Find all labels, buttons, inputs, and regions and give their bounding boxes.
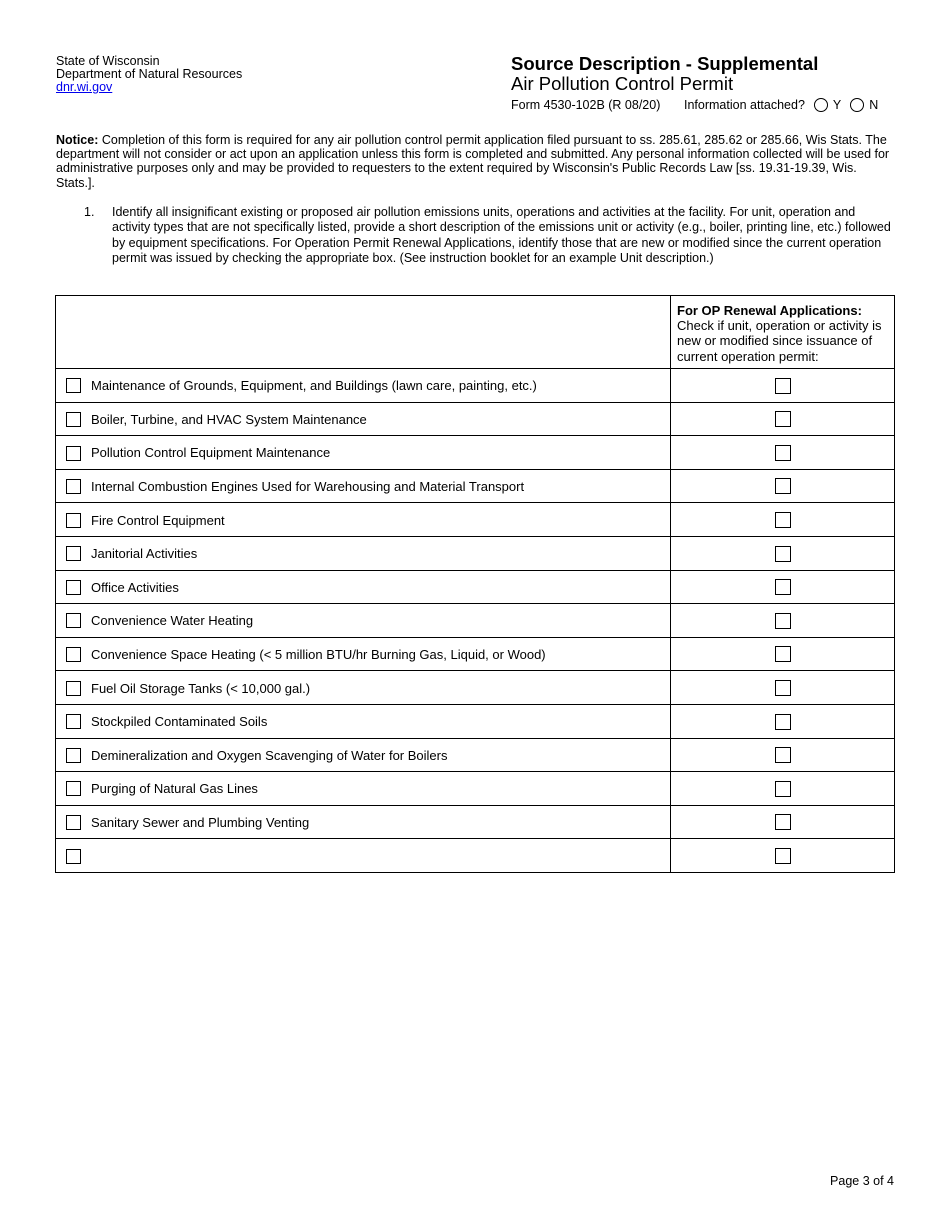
unit-cell [56,637,671,671]
new-or-modified-checkbox[interactable] [775,646,791,662]
unit-cell [56,839,671,873]
unit-cell [56,671,671,705]
instruction-item [84,205,896,266]
table-row [56,503,895,537]
table-row [56,604,895,638]
unit-label: Boiler, Turbine, and HVAC System Maintenance [91,411,367,427]
form-subtitle: Air Pollution Control Permit [511,73,734,94]
unit-checkbox[interactable] [66,714,81,729]
unit-cell [56,503,671,537]
unit-cell [56,436,671,470]
unit-label: Fire Control Equipment [91,512,225,528]
unit-checkbox[interactable] [66,479,81,494]
new-or-modified-checkbox[interactable] [775,411,791,427]
new-or-modified-checkbox[interactable] [775,613,791,629]
new-or-modified-checkbox[interactable] [775,781,791,797]
notice-paragraph [56,133,896,190]
table-row [56,369,895,403]
state-name: State of Wisconsin [56,54,160,68]
renewal-cell [671,671,895,705]
unit-cell [56,772,671,806]
new-or-modified-checkbox[interactable] [775,378,791,394]
unit-checkbox[interactable] [66,781,81,796]
unit-checkbox[interactable] [66,412,81,427]
table-row [56,637,895,671]
unit-label: Convenience Space Heating (< 5 million BTU/hr Burning Gas, Liquid, or Wood) [91,647,546,663]
new-or-modified-checkbox[interactable] [775,848,791,864]
unit-cell [56,402,671,436]
unit-cell [56,536,671,570]
new-or-modified-checkbox[interactable] [775,512,791,528]
table-row [56,704,895,738]
unit-cell [56,604,671,638]
department-name: Department of Natural Resources [56,67,243,81]
unit-cell [56,469,671,503]
unit-checkbox[interactable] [66,815,81,830]
table-row [56,839,895,873]
renewal-cell [671,503,895,537]
renewal-cell [671,637,895,671]
info-attached-label: Information attached? [684,98,805,112]
unit-cell [56,805,671,839]
renewal-cell [671,369,895,403]
renewal-cell [671,738,895,772]
unit-cell [56,704,671,738]
renewal-cell [671,704,895,738]
info-attached-yes-radio[interactable] [814,98,828,112]
unit-checkbox[interactable] [66,613,81,628]
unit-checkbox[interactable] [66,681,81,696]
table-row [56,671,895,705]
unit-label: Internal Combustion Engines Used for Warehousing and Material Transport [91,479,525,495]
renewal-header-title: For OP Renewal Applications: [677,303,862,318]
info-attached-no-radio[interactable] [850,98,864,112]
table-row [56,436,895,470]
renewal-cell [671,436,895,470]
unit-label: Stockpiled Contaminated Soils [91,714,268,730]
unit-label: Pollution Control Equipment Maintenance [91,445,331,461]
new-or-modified-checkbox[interactable] [775,814,791,830]
unit-label: Purging of Natural Gas Lines [91,781,258,797]
header-blank-cell [56,296,671,369]
unit-checkbox[interactable] [66,446,81,461]
table-header-row [56,296,895,369]
renewal-header-cell [671,296,895,369]
renewal-header-text: Check if unit, operation or activity is new or modified since issuance of current operation permit: [677,318,882,364]
unit-checkbox[interactable] [66,513,81,528]
table-row [56,469,895,503]
new-or-modified-checkbox[interactable] [775,747,791,763]
notice-text: Completion of this form is required for any air pollution control permit application filed pursuant to ss. 285.61, 285.62 or 285.66, Wis Stats. The department will not consider or act upon an application unless this form is completed and submitted. Any personal information collected will be used for administrative purposes only and may be provided to requesters to the extent required by Wisconsin's Public Records Law [ss. 19.31-19.39, Wis. Stats.]. [56,133,890,190]
form-number: Form 4530-102B (R 08/20) [511,98,661,112]
renewal-cell [671,772,895,806]
renewal-cell [671,570,895,604]
new-or-modified-checkbox[interactable] [775,478,791,494]
website-link[interactable]: dnr.wi.gov [56,80,113,94]
table-row [56,772,895,806]
unit-label: Janitorial Activities [91,546,198,562]
unit-label: Convenience Water Heating [91,613,254,629]
unit-cell [56,369,671,403]
info-attached-no-label: N [869,98,879,112]
renewal-cell [671,604,895,638]
table-row [56,536,895,570]
unit-checkbox[interactable] [66,647,81,662]
notice-label: Notice: [56,133,99,147]
page-number: Page 3 of 4 [830,1174,894,1188]
unit-label: Maintenance of Grounds, Equipment, and Buildings (lawn care, painting, etc.) [91,378,537,394]
info-attached-group [684,98,878,112]
table-row [56,738,895,772]
renewal-cell [671,805,895,839]
insignificant-units-table [55,295,895,873]
renewal-cell [671,402,895,436]
new-or-modified-checkbox[interactable] [775,546,791,562]
new-or-modified-checkbox[interactable] [775,680,791,696]
unit-label: Fuel Oil Storage Tanks (< 10,000 gal.) [91,680,311,696]
unit-label: Sanitary Sewer and Plumbing Venting [91,815,310,831]
unit-checkbox[interactable] [66,849,81,864]
table-row [56,805,895,839]
new-or-modified-checkbox[interactable] [775,445,791,461]
form-title: Source Description - Supplemental [511,53,819,74]
renewal-cell [671,536,895,570]
agency-block [56,55,242,94]
renewal-cell [671,839,895,873]
unit-cell [56,570,671,604]
unit-checkbox[interactable] [66,378,81,393]
table-row [56,570,895,604]
unit-label: Office Activities [91,579,179,595]
unit-checkbox[interactable] [66,546,81,561]
instruction-text: Identify all insignificant existing or proposed air pollution emissions units, operations and activities at the facility. For unit, operation and activity types that are not specifically listed, provide a short description of the emissions unit or activity (e.g., boiler, printing line, etc.) followed by equipment specifications. For Operation Permit Renewal Applications, identify those that are new or modified since the current operation permit was issued by checking the appropriate box. (See instruction booklet for an example Unit description.) [112,205,891,265]
unit-label: Demineralization and Oxygen Scavenging of Water for Boilers [91,747,448,763]
table-row [56,402,895,436]
instruction-number: 1. [84,205,95,219]
new-or-modified-checkbox[interactable] [775,579,791,595]
unit-checkbox[interactable] [66,748,81,763]
unit-cell [56,738,671,772]
form-header [511,53,878,112]
unit-checkbox[interactable] [66,580,81,595]
new-or-modified-checkbox[interactable] [775,714,791,730]
renewal-cell [671,469,895,503]
info-attached-yes-label: Y [832,98,842,112]
